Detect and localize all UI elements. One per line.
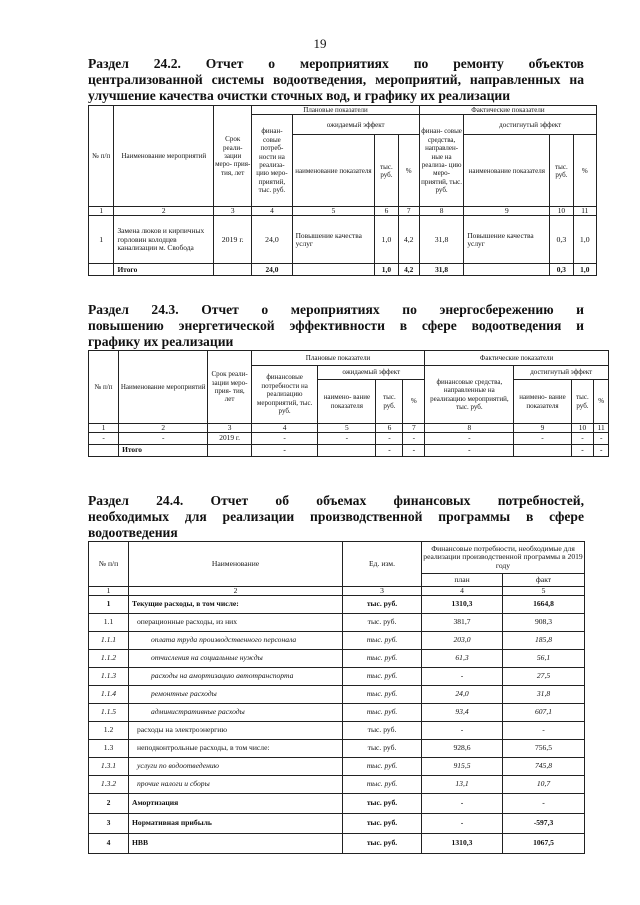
col-number: 2 — [114, 207, 214, 216]
title-line: централизованной системы водоотведения, мероприятий, направленных на — [88, 72, 584, 87]
row-no: 1.3.1 — [89, 758, 129, 776]
col-number: 11 — [573, 207, 596, 216]
section-24-4-title — [88, 493, 584, 541]
col-number: 10 — [571, 424, 594, 433]
title-line: Раздел 24.4. Отчет об объемах финансовых потребностей, — [88, 493, 584, 508]
col-number: 3 — [214, 207, 252, 216]
row-no: 1.1 — [89, 614, 129, 632]
table-row — [89, 686, 585, 704]
row-name: расходы на амортизацию автотранспорта — [129, 668, 343, 686]
total-fin-plan: 24,0 — [252, 264, 292, 276]
total-pct-actual: - — [594, 445, 609, 457]
row-unit: тыс. руб. — [343, 704, 422, 722]
total-pct-plan: - — [403, 445, 425, 457]
row-name: прочие налоги и сборы — [129, 776, 343, 794]
row-cell: - — [425, 433, 514, 445]
row-term: 2019 г. — [214, 216, 252, 264]
row-unit: тыс. руб. — [343, 834, 422, 854]
col-number: 1 — [89, 587, 129, 596]
title-line: повышению энергетической эффективности в сфере водоотведения и — [88, 318, 584, 333]
row-fact: 27,5 — [503, 668, 585, 686]
row-fact: 185,8 — [503, 632, 585, 650]
total-fin-actual: 31,8 — [419, 264, 464, 276]
row-fact: - — [503, 794, 585, 814]
row-plan: - — [422, 814, 503, 834]
header-pct-actual: % — [594, 380, 609, 424]
row-no: 1.1.2 — [89, 650, 129, 668]
title-line: графику их реализации — [88, 334, 234, 349]
row-no: 1 — [89, 596, 129, 614]
row-unit: тыс. руб. — [343, 614, 422, 632]
section-24-4-table — [88, 541, 585, 854]
row-no: 1.1.4 — [89, 686, 129, 704]
row-plan: 93,4 — [422, 704, 503, 722]
header-actual: Фактические показатели — [425, 351, 609, 366]
header-planned: Плановые показатели — [251, 351, 424, 366]
header-indicator-name-actual: наимено- вание показателя — [514, 380, 571, 424]
header-indicator-name: наименование показателя — [292, 135, 375, 207]
row-unit: тыс. руб. — [343, 794, 422, 814]
table-row — [89, 834, 585, 854]
row-unit: тыс. руб. — [343, 596, 422, 614]
table-row — [89, 614, 585, 632]
col-number: 8 — [425, 424, 514, 433]
row-name: неподконтрольные расходы, в том числе: — [129, 740, 343, 758]
row-fact: 908,3 — [503, 614, 585, 632]
row-unit: тыс. руб. — [343, 668, 422, 686]
header-name: Наименование — [129, 542, 343, 587]
header-no: № п/п — [89, 106, 114, 207]
row-cell: - — [403, 433, 425, 445]
row-rub-plan: 1,0 — [375, 216, 398, 264]
row-name: ремонтные расходы — [129, 686, 343, 704]
header-achieved-effect: достигнутый эффект — [514, 366, 609, 380]
row-plan: 1310,3 — [422, 834, 503, 854]
table-row — [89, 758, 585, 776]
row-fact: 56,1 — [503, 650, 585, 668]
row-fin-actual: 31,8 — [419, 216, 464, 264]
row-name: операционные расходы, из них — [129, 614, 343, 632]
row-name: Текущие расходы, в том числе: — [129, 596, 343, 614]
col-number: 8 — [419, 207, 464, 216]
row-name: НВВ — [129, 834, 343, 854]
row-fact: 31,8 — [503, 686, 585, 704]
row-fact: -597,3 — [503, 814, 585, 834]
row-plan: 915,5 — [422, 758, 503, 776]
header-fin-actual: финан- совые средства, направлен- ные на реализа- цию меро- приятий, тыс. руб. — [419, 115, 464, 207]
title-line: Раздел 24.3. Отчет о мероприятиях по энергосбережению и — [88, 302, 584, 317]
col-number: 9 — [514, 424, 571, 433]
header-actual: Фактические показатели — [419, 106, 596, 115]
col-number: 4 — [251, 424, 317, 433]
title-line: необходимых для реализации производственной программы в сфере — [88, 509, 584, 524]
row-cell: - — [119, 433, 208, 445]
row-plan: - — [422, 794, 503, 814]
total-label: Итого — [114, 264, 214, 276]
row-fact: 10,7 — [503, 776, 585, 794]
header-pct: % — [398, 135, 419, 207]
table-row — [89, 668, 585, 686]
section-24-2-title — [88, 56, 584, 104]
total-rub-plan: 1,0 — [375, 264, 398, 276]
header-fin-plan: финан- совые потреб- ности на реализа- цию меро- приятий, тыс. руб. — [252, 115, 292, 207]
row-unit: тыс. руб. — [343, 650, 422, 668]
header-no: № п/п — [89, 542, 129, 587]
row-name: оплата труда производственного персонала — [129, 632, 343, 650]
header-pct: % — [403, 380, 425, 424]
col-number: 3 — [208, 424, 252, 433]
row-rub-actual: 0,3 — [550, 216, 573, 264]
total-pct-plan: 4,2 — [398, 264, 419, 276]
row-effect-plan: Повышение качества услуг — [292, 216, 375, 264]
row-no: 1.3 — [89, 740, 129, 758]
col-number: 5 — [292, 207, 375, 216]
col-number: 2 — [119, 424, 208, 433]
header-name: Наименование мероприятий — [119, 351, 208, 424]
total-fin-plan: - — [251, 445, 317, 457]
row-fact: - — [503, 722, 585, 740]
row-unit: тыс. руб. — [343, 632, 422, 650]
header-indicator-name-actual: наименование показателя — [464, 135, 550, 207]
header-thous-rub-actual: тыс. руб. — [571, 380, 594, 424]
col-number: 6 — [375, 207, 398, 216]
row-unit: тыс. руб. — [343, 814, 422, 834]
row-plan: 1310,3 — [422, 596, 503, 614]
row-name: отчисления на социальные нужды — [129, 650, 343, 668]
row-cell: - — [318, 433, 376, 445]
row-plan: 24,0 — [422, 686, 503, 704]
row-no: 1.2 — [89, 722, 129, 740]
col-number: 11 — [594, 424, 609, 433]
row-plan: 61,3 — [422, 650, 503, 668]
total-pct-actual: 1,0 — [573, 264, 596, 276]
col-number: 9 — [464, 207, 550, 216]
col-number: 1 — [89, 424, 119, 433]
row-plan: 381,7 — [422, 614, 503, 632]
header-thous-rub: тыс. руб. — [376, 380, 403, 424]
row-cell: - — [594, 433, 609, 445]
col-number: 7 — [398, 207, 419, 216]
header-thous-rub: тыс. руб. — [375, 135, 398, 207]
col-number: 6 — [376, 424, 403, 433]
row-name: Нормативная прибыль — [129, 814, 343, 834]
title-line: улучшение качества очистки сточных вод, и графику их реализации — [88, 88, 511, 103]
row-plan: - — [422, 722, 503, 740]
header-planned: Плановые показатели — [252, 106, 420, 115]
row-cell: - — [251, 433, 317, 445]
header-fact: факт — [503, 574, 585, 587]
header-indicator-name: наимено- вание показателя — [318, 380, 376, 424]
col-number: 4 — [422, 587, 503, 596]
header-pct-actual: % — [573, 135, 596, 207]
row-no: 1.3.2 — [89, 776, 129, 794]
col-number: 4 — [252, 207, 292, 216]
table-row — [89, 216, 597, 264]
title-line: водоотведения — [88, 525, 178, 540]
row-fact: 607,1 — [503, 704, 585, 722]
header-term: Срок реали- зации меро- прия- тия, лет — [214, 106, 252, 207]
row-name: административные расходы — [129, 704, 343, 722]
row-plan: 928,6 — [422, 740, 503, 758]
page-number: 19 — [313, 36, 327, 51]
row-plan: - — [422, 668, 503, 686]
row-unit: тыс. руб. — [343, 686, 422, 704]
row-plan: 203,0 — [422, 632, 503, 650]
total-fin-actual: - — [425, 445, 514, 457]
total-rub-actual: - — [571, 445, 594, 457]
row-no: 1.1.1 — [89, 632, 129, 650]
row-fin-plan: 24,0 — [252, 216, 292, 264]
row-cell: 2019 г. — [208, 433, 252, 445]
header-achieved-effect: достигнутый эффект — [464, 115, 597, 135]
header-plan: план — [422, 574, 503, 587]
col-number: 5 — [503, 587, 585, 596]
col-number: 2 — [129, 587, 343, 596]
total-label: Итого — [119, 445, 208, 457]
table-row — [89, 704, 585, 722]
row-fact: 745,8 — [503, 758, 585, 776]
total-row — [89, 445, 609, 457]
row-name: расходы на электроэнергию — [129, 722, 343, 740]
row-fact: 756,5 — [503, 740, 585, 758]
row-unit: тыс. руб. — [343, 722, 422, 740]
header-thous-rub-actual: тыс. руб. — [550, 135, 573, 207]
row-name: услуги по водоотведению — [129, 758, 343, 776]
col-number: 1 — [89, 207, 114, 216]
row-unit: тыс. руб. — [343, 758, 422, 776]
row-effect-actual: Повышение качества услуг — [464, 216, 550, 264]
total-rub-plan: - — [376, 445, 403, 457]
row-cell: - — [376, 433, 403, 445]
total-rub-actual: 0,3 — [550, 264, 573, 276]
row-name: Замена люков и кирпичных горловин колодцев канализации м. Свобода — [114, 216, 214, 264]
table-row — [89, 776, 585, 794]
section-24-3-title — [88, 302, 584, 350]
row-cell: - — [571, 433, 594, 445]
header-unit: Ед. изм. — [343, 542, 422, 587]
section-24-2-table — [88, 105, 597, 276]
table-row — [89, 814, 585, 834]
header-fin-actual: финансовые средства, направленные на реализацию мероприятий, тыс. руб. — [425, 366, 514, 424]
table-row — [89, 433, 609, 445]
col-number: 10 — [550, 207, 573, 216]
row-unit: тыс. руб. — [343, 740, 422, 758]
table-row — [89, 740, 585, 758]
row-no: 2 — [89, 794, 129, 814]
table-row — [89, 632, 585, 650]
header-expected-effect: ожидаемый эффект — [318, 366, 425, 380]
row-no: 1 — [89, 216, 114, 264]
title-line: Раздел 24.2. Отчет о мероприятиях по ремонту объектов — [88, 56, 584, 71]
table-row — [89, 794, 585, 814]
row-pct-actual: 1,0 — [573, 216, 596, 264]
row-pct-plan: 4,2 — [398, 216, 419, 264]
row-fact: 1067,5 — [503, 834, 585, 854]
total-row — [89, 264, 597, 276]
table-row — [89, 596, 585, 614]
col-number: 5 — [318, 424, 376, 433]
row-cell: - — [89, 433, 119, 445]
row-unit: тыс. руб. — [343, 776, 422, 794]
table-row — [89, 650, 585, 668]
header-no: № п/п — [89, 351, 119, 424]
table-row — [89, 722, 585, 740]
row-cell: - — [514, 433, 571, 445]
header-fin-plan: финансовые потребности на реализацию мероприятий, тыс. руб. — [251, 366, 317, 424]
section-24-3-table — [88, 350, 609, 457]
col-number: 7 — [403, 424, 425, 433]
row-plan: 13,1 — [422, 776, 503, 794]
row-name: Амортизация — [129, 794, 343, 814]
col-number: 3 — [343, 587, 422, 596]
row-fact: 1664,8 — [503, 596, 585, 614]
header-name: Наименование мероприятий — [114, 106, 214, 207]
header-term: Срок реали- зации меро- прия- тия, лет — [208, 351, 252, 424]
header-needs: Финансовые потребности, необходимые для реализации производственной программы в 2019 году — [422, 542, 585, 574]
row-no: 4 — [89, 834, 129, 854]
row-no: 1.1.3 — [89, 668, 129, 686]
header-expected-effect: ожидаемый эффект — [292, 115, 419, 135]
row-no: 1.1.5 — [89, 704, 129, 722]
row-no: 3 — [89, 814, 129, 834]
